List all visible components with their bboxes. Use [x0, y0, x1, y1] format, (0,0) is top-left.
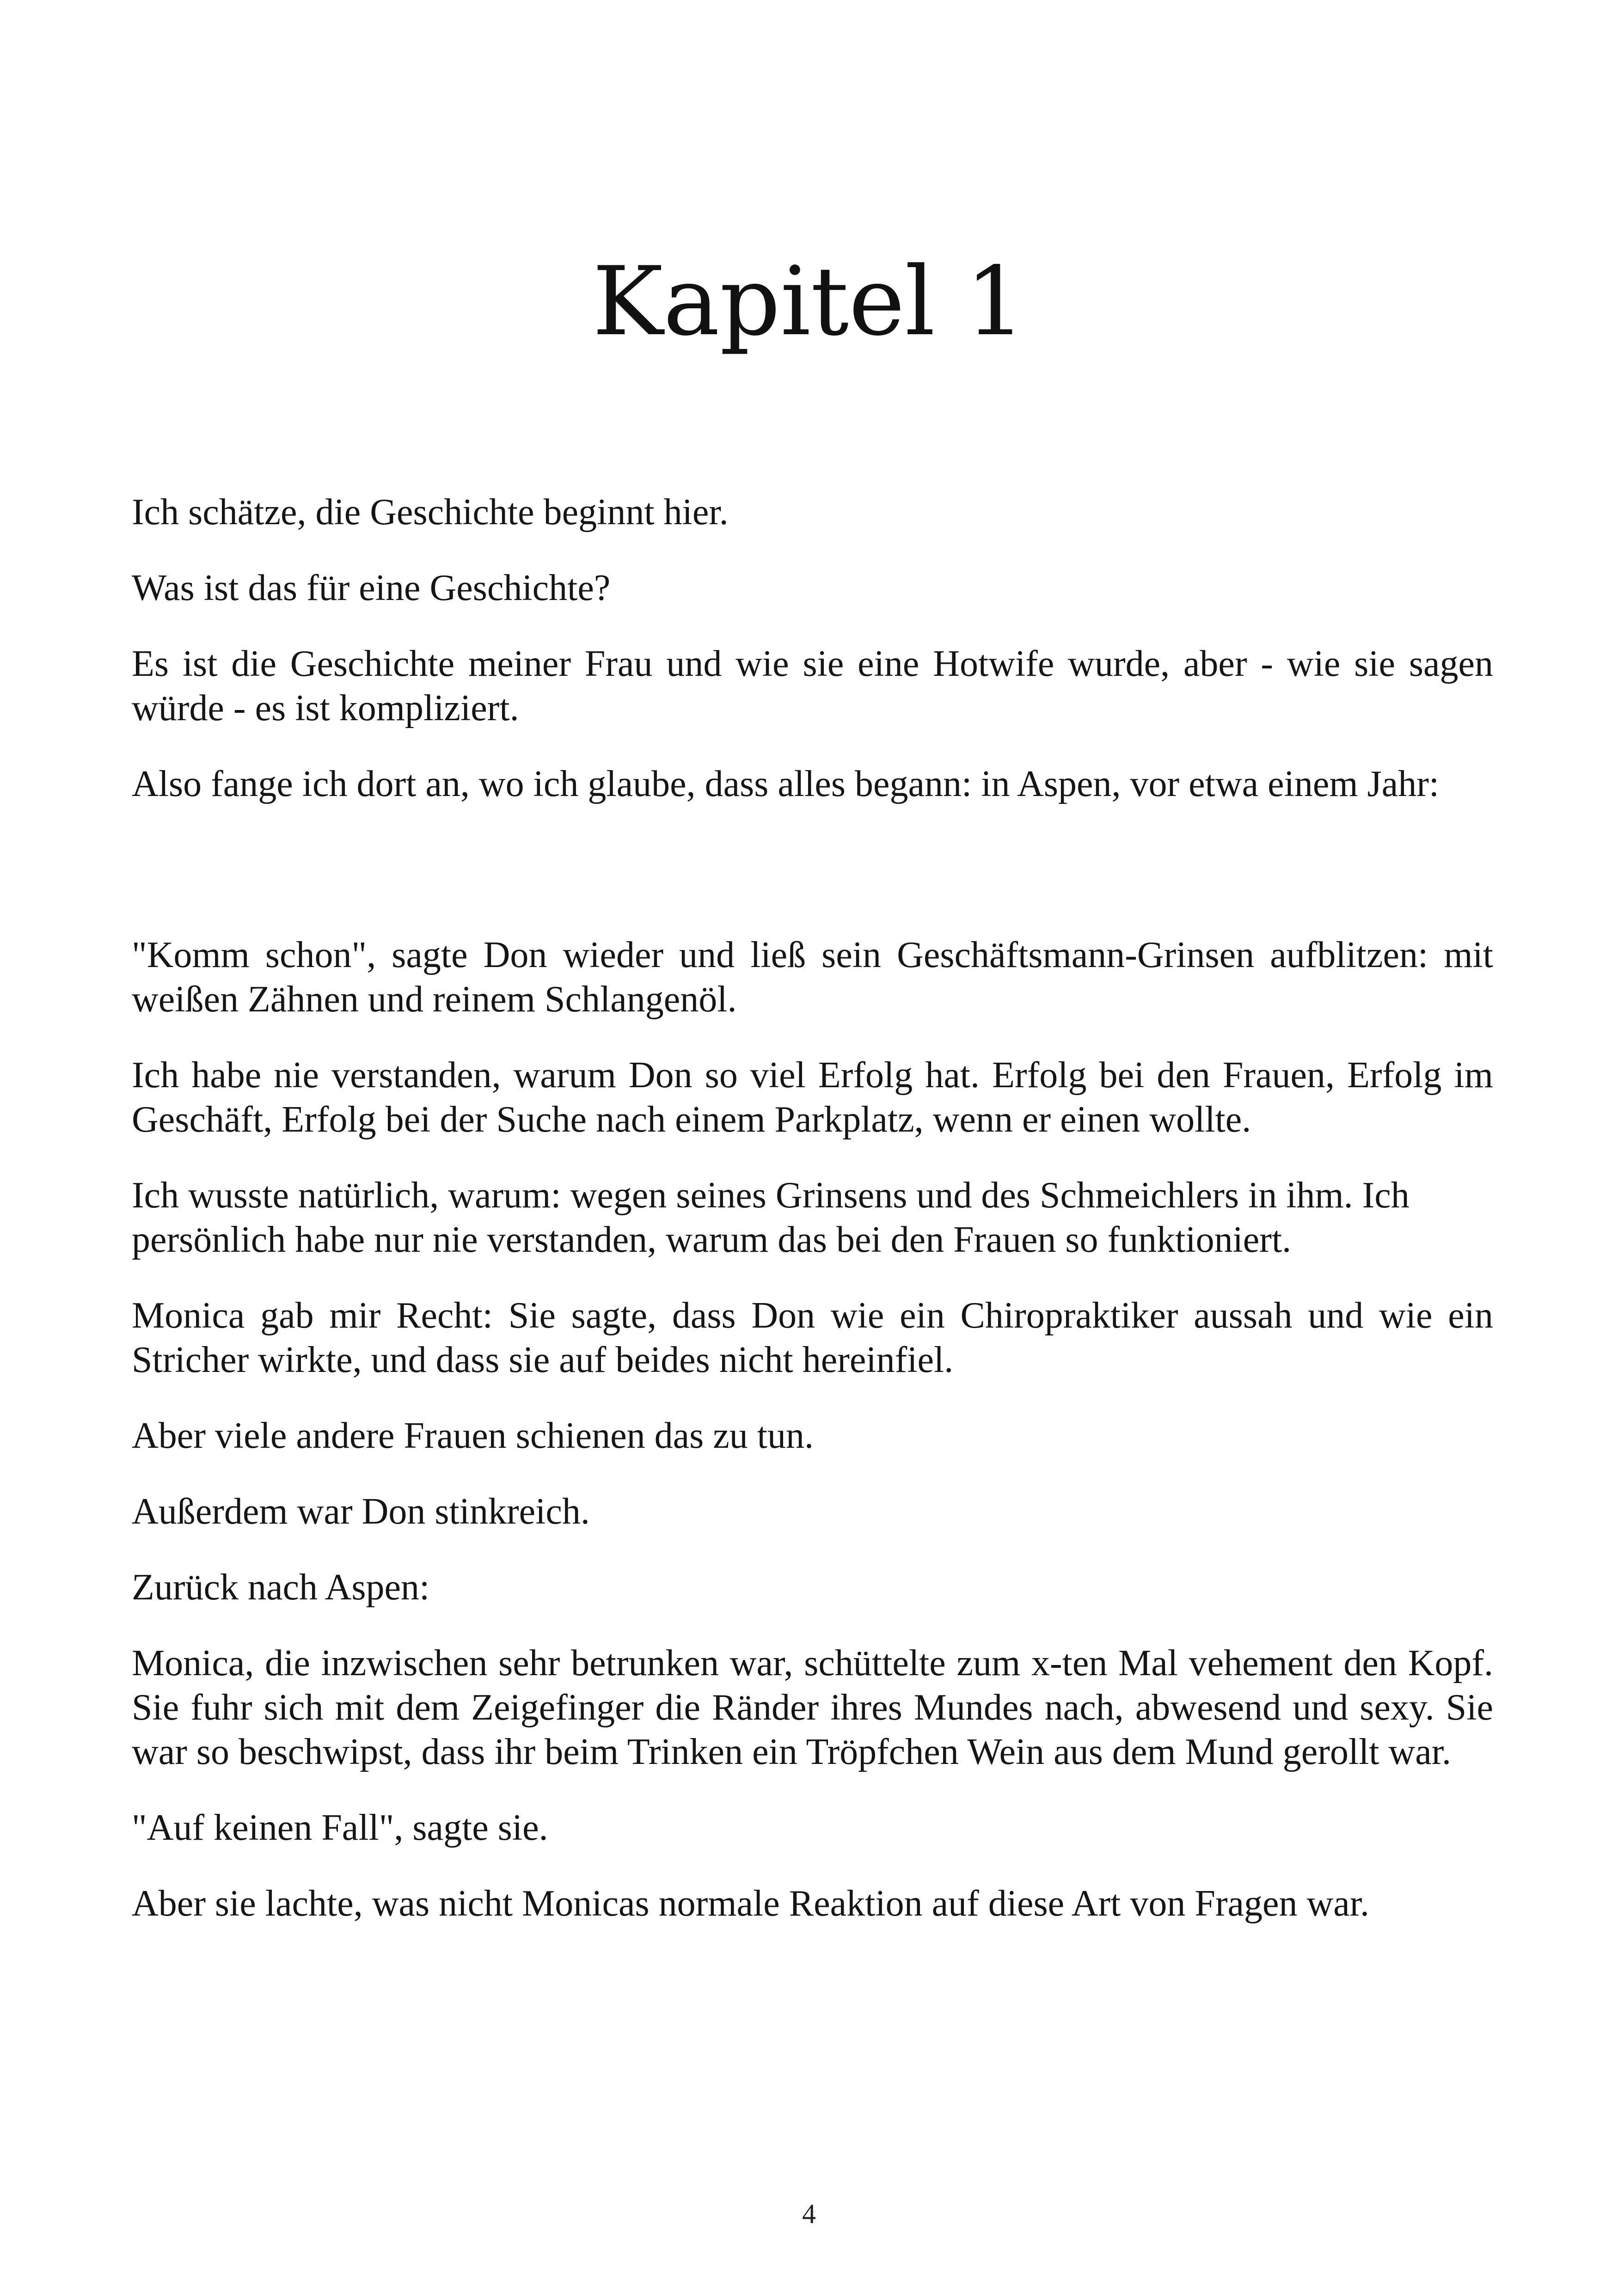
paragraph: Aber viele andere Frauen schienen das zu tun. [132, 1415, 814, 1456]
paragraph: Monica gab mir Recht: Sie sagte, dass Don wie ein Chiropraktiker aussah und wie ein Stricher wirkte, und dass sie auf beides nicht hereinfiel. [132, 1295, 1493, 1380]
paragraph: Es ist die Geschichte meiner Frau und wie sie eine Hotwife wurde, aber - wie sie sagen würde - es ist kompliziert. [132, 643, 1493, 729]
paragraph: Ich wusste natürlich, warum: wegen seines Grinsens und des Schmeichlers in ihm. Ich persönlich habe nur nie verstanden, warum das bei den Frauen so funktioniert. [132, 1175, 1410, 1260]
paragraph: "Komm schon", sagte Don wieder und ließ sein Geschäftsmann-Grinsen aufblitzen: mit weißen Zähnen und reinem Schlangenöl. [132, 935, 1493, 1020]
scene-break [132, 838, 1493, 933]
paragraph: "Auf keinen Fall", sagte sie. [132, 1807, 548, 1848]
page-number: 4 [802, 2198, 816, 2229]
paragraph: Was ist das für eine Geschichte? [132, 568, 611, 608]
paragraph: Monica, die inzwischen sehr betrunken war, schüttelte zum x-ten Mal vehement den Kopf. Sie fuhr sich mit dem Zeigefinger die Ränder ihres Mundes nach, abwesend und sexy. Sie war so beschwipst, dass ihr beim Trinken ein Tröpfchen Wein aus dem Mund gerollt war. [132, 1643, 1493, 1772]
paragraph: Außerdem war Don stinkreich. [132, 1491, 590, 1532]
paragraph: Ich schätze, die Geschichte beginnt hier. [132, 492, 729, 533]
chapter-title: Kapitel 1 [592, 247, 1026, 357]
paragraph: Zurück nach Aspen: [132, 1567, 430, 1608]
paragraph: Also fange ich dort an, wo ich glaube, dass alles begann: in Aspen, vor etwa einem Jahr: [132, 764, 1440, 804]
paragraph: Ich habe nie verstanden, warum Don so viel Erfolg hat. Erfolg bei den Frauen, Erfolg im Geschäft, Erfolg bei der Suche nach einem Parkplatz, wenn er einen wollte. [132, 1055, 1493, 1140]
paragraph: Aber sie lachte, was nicht Monicas normale Reaktion auf diese Art von Fragen war. [132, 1883, 1369, 1924]
chapter-body [132, 490, 1493, 1957]
